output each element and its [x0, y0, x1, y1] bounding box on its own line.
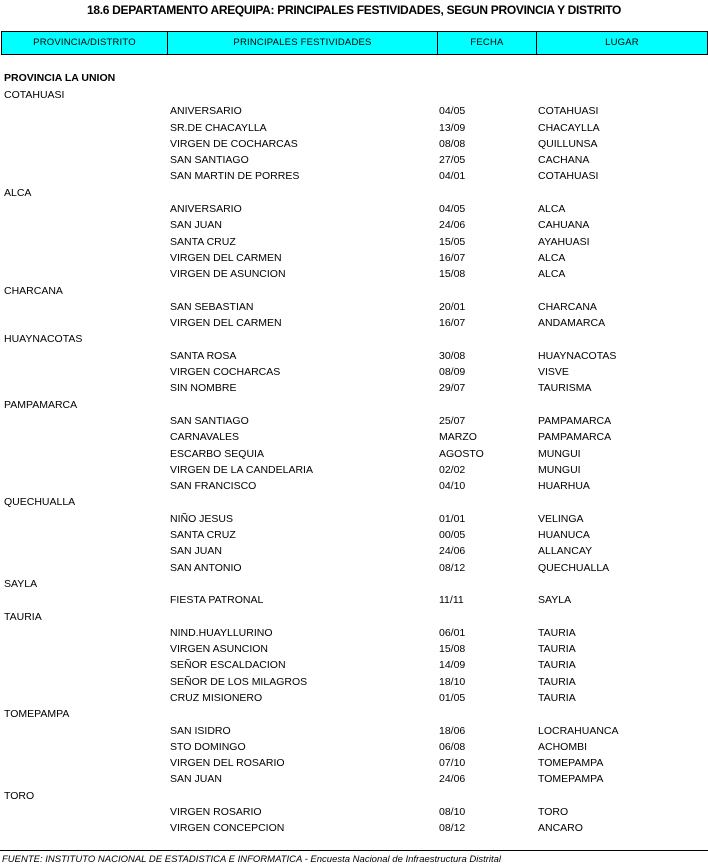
- festivity-row: [0, 380, 708, 396]
- festivity-place: SAYLA: [538, 594, 572, 607]
- festivity-row: [0, 234, 708, 250]
- district-name: TOMEPAMPA: [4, 708, 70, 721]
- festivity-place: HUANUCA: [538, 529, 590, 542]
- festivity-name: VIRGEN DEL CARMEN: [170, 251, 282, 264]
- district-row: [0, 788, 708, 804]
- festivity-name: SAN JUAN: [170, 773, 222, 786]
- festivity-date: 15/05: [439, 235, 466, 248]
- festivity-place: CACHANA: [538, 154, 590, 167]
- festivity-row: [0, 690, 708, 706]
- festivity-place: ANDAMARCA: [538, 317, 606, 330]
- source-footnote: FUENTE: INSTITUTO NACIONAL DE ESTADISTICA E INFORMATICA - Encuesta Nacional de Infraestructura Distrital: [2, 854, 502, 865]
- festivity-name: SAN JUAN: [170, 219, 222, 232]
- festivity-name: SANTA CRUZ: [170, 235, 236, 248]
- festivity-date: 15/08: [439, 643, 466, 656]
- festivity-place: TOMEPAMPA: [538, 757, 604, 770]
- page-title: 18.6 DEPARTAMENTO AREQUIPA: PRINCIPALES FESTIVIDADES, SEGUN PROVINCIA Y DISTRITO: [86, 3, 622, 17]
- table-header: [1, 31, 708, 55]
- festivity-date: 25/07: [439, 414, 466, 427]
- province-row: [0, 70, 708, 87]
- festivity-row: [0, 771, 708, 787]
- festivity-date: 29/07: [439, 382, 466, 395]
- festivity-row: [0, 804, 708, 820]
- festivity-row: [0, 560, 708, 576]
- festivity-place: ALLANCAY: [538, 545, 593, 558]
- festivity-place: CHACAYLLA: [538, 121, 600, 134]
- festivity-place: TAURISMA: [538, 382, 592, 395]
- festivity-place: ALCA: [538, 268, 566, 281]
- festivity-row: [0, 364, 708, 380]
- column-header-festividades: PRINCIPALES FESTIVIDADES: [168, 32, 438, 54]
- festivity-name: SIN NOMBRE: [170, 382, 237, 395]
- festivity-name: SAN MARTIN DE PORRES: [170, 170, 300, 183]
- festivity-date: 18/06: [439, 724, 466, 737]
- festivity-name: ANIVERSARIO: [170, 203, 242, 216]
- festivity-row: [0, 820, 708, 836]
- festivity-date: 01/05: [439, 691, 466, 704]
- festivity-place: CHARCANA: [538, 300, 597, 313]
- festivity-row: [0, 723, 708, 739]
- festivity-place: ALCA: [538, 203, 566, 216]
- festivity-name: STO DOMINGO: [170, 740, 246, 753]
- festivity-date: 08/10: [439, 806, 466, 819]
- district-name: SAYLA: [4, 577, 38, 590]
- festivity-place: MUNGUI: [538, 447, 581, 460]
- district-row: [0, 331, 708, 347]
- festivity-row: [0, 152, 708, 168]
- festivity-place: HUAYNACOTAS: [538, 349, 617, 362]
- festivity-row: [0, 266, 708, 282]
- festivity-date: 24/06: [439, 219, 466, 232]
- festivity-row: [0, 103, 708, 119]
- district-row: [0, 185, 708, 201]
- festivity-place: HUARHUA: [538, 480, 590, 493]
- footer-divider: [0, 850, 708, 851]
- festivity-name: SANTA CRUZ: [170, 529, 236, 542]
- festivity-date: 11/11: [439, 594, 464, 607]
- festivity-name: ESCARBO SEQUIA: [170, 447, 264, 460]
- festivity-date: 04/01: [439, 170, 466, 183]
- festivity-row: [0, 592, 708, 608]
- festivity-name: SAN JUAN: [170, 545, 222, 558]
- festivity-name: SANTA ROSA: [170, 349, 237, 362]
- festivity-place: QUILLUNSA: [538, 137, 598, 150]
- festivity-date: 06/08: [439, 740, 466, 753]
- column-header-provincia-distrito: PROVINCIA/DISTRITO: [2, 32, 168, 54]
- festivity-place: ALCA: [538, 251, 566, 264]
- festivity-row: [0, 462, 708, 478]
- festivity-row: [0, 217, 708, 233]
- festivity-date: 13/09: [439, 121, 466, 134]
- festivity-name: VIRGEN CONCEPCION: [170, 822, 285, 835]
- festivity-name: VIRGEN COCHARCAS: [170, 366, 281, 379]
- festivity-row: [0, 168, 708, 184]
- festivity-row: [0, 429, 708, 445]
- festivity-place: COTAHUASI: [538, 170, 599, 183]
- festivity-name: NIÑO JESUS: [170, 512, 234, 525]
- festivity-name: VIRGEN DE COCHARCAS: [170, 137, 298, 150]
- festivity-date: 01/01: [439, 512, 466, 525]
- festivity-date: 04/05: [439, 105, 466, 118]
- festivity-row: [0, 674, 708, 690]
- festivity-date: 08/08: [439, 137, 466, 150]
- festivity-place: VISVE: [538, 366, 569, 379]
- district-name: CHARCANA: [4, 284, 63, 297]
- festivity-row: [0, 543, 708, 559]
- festivity-place: LOCRAHUANCA: [538, 724, 619, 737]
- province-name: PROVINCIA LA UNION: [4, 72, 116, 84]
- festivity-place: PAMPAMARCA: [538, 431, 612, 444]
- festivity-row: [0, 348, 708, 364]
- festivity-date: 27/05: [439, 154, 466, 167]
- festivity-row: [0, 739, 708, 755]
- festivity-date: 08/12: [439, 561, 466, 574]
- festivity-name: SAN ISIDRO: [170, 724, 231, 737]
- festivity-date: MARZO: [439, 431, 477, 444]
- festivity-name: SAN SEBASTIAN: [170, 300, 254, 313]
- district-name: TAURIA: [4, 610, 42, 623]
- district-row: [0, 283, 708, 299]
- festivity-place: AYAHUASI: [538, 235, 590, 248]
- column-header-lugar: LUGAR: [605, 37, 639, 48]
- festivity-place: TOMEPAMPA: [538, 773, 604, 786]
- festivity-name: FIESTA PATRONAL: [170, 594, 264, 607]
- festivity-place: VELINGA: [538, 512, 584, 525]
- festivity-name: SAN SANTIAGO: [170, 154, 249, 167]
- festivity-date: 06/01: [439, 626, 466, 639]
- festivity-date: 30/08: [439, 349, 466, 362]
- district-row: [0, 494, 708, 510]
- festivity-place: CAHUANA: [538, 219, 590, 232]
- district-name: COTAHUASI: [4, 89, 65, 101]
- festivity-date: 08/09: [439, 366, 466, 379]
- festivity-row: [0, 315, 708, 331]
- festivity-date: 24/06: [439, 545, 466, 558]
- district-row: [0, 397, 708, 413]
- district-name: QUECHUALLA: [4, 496, 76, 509]
- district-row: [0, 609, 708, 625]
- festivity-date: 20/01: [439, 300, 466, 313]
- festivity-row: [0, 641, 708, 657]
- district-name: PAMPAMARCA: [4, 398, 78, 411]
- festivity-date: 07/10: [439, 757, 466, 770]
- festivity-name: VIRGEN DEL CARMEN: [170, 317, 282, 330]
- festivity-row: [0, 250, 708, 266]
- festivity-name: ANIVERSARIO: [170, 105, 242, 118]
- festivity-name: CARNAVALES: [170, 431, 240, 444]
- district-row: [0, 576, 708, 592]
- festivity-name: VIRGEN DE LA CANDELARIA: [170, 463, 313, 476]
- festivity-place: PAMPAMARCA: [538, 414, 612, 427]
- festivity-name: VIRGEN DE ASUNCION: [170, 268, 286, 281]
- festivity-row: [0, 120, 708, 136]
- festivity-name: VIRGEN DEL ROSARIO: [170, 757, 285, 770]
- festivity-place: QUECHUALLA: [538, 561, 610, 574]
- table-body: [0, 70, 708, 837]
- festivity-place: TORO: [538, 806, 569, 819]
- festivity-place: TAURIA: [538, 659, 576, 672]
- festivity-date: 08/12: [439, 822, 466, 835]
- festivity-row: [0, 446, 708, 462]
- festivity-date: 14/09: [439, 659, 466, 672]
- festivity-name: SEÑOR DE LOS MILAGROS: [170, 675, 308, 688]
- festivity-date: 18/10: [439, 675, 466, 688]
- festivity-name: CRUZ MISIONERO: [170, 691, 263, 704]
- festivity-row: [0, 755, 708, 771]
- festivity-row: [0, 625, 708, 641]
- district-row: [0, 87, 708, 103]
- festivity-place: TAURIA: [538, 675, 576, 688]
- festivity-date: 24/06: [439, 773, 466, 786]
- festivity-name: SAN ANTONIO: [170, 561, 242, 574]
- festivity-name: SEÑOR ESCALDACION: [170, 659, 286, 672]
- festivity-place: TAURIA: [538, 691, 576, 704]
- festivity-name: NIND.HUAYLLURINO: [170, 626, 273, 639]
- column-header-fecha: FECHA: [438, 32, 537, 54]
- festivity-name: SAN SANTIAGO: [170, 414, 249, 427]
- festivity-place: TAURIA: [538, 626, 576, 639]
- district-name: ALCA: [4, 186, 32, 199]
- festivity-name: SAN FRANCISCO: [170, 480, 257, 493]
- festivity-date: 15/08: [439, 268, 466, 281]
- festivity-row: [0, 299, 708, 315]
- festivity-date: 16/07: [439, 251, 466, 264]
- festivity-place: ACHOMBI: [538, 740, 588, 753]
- festivity-place: ANCARO: [538, 822, 583, 835]
- festivity-date: AGOSTO: [439, 447, 484, 460]
- festivity-date: 16/07: [439, 317, 466, 330]
- festivity-row: [0, 478, 708, 494]
- festivity-row: [0, 657, 708, 673]
- festivity-date: 00/05: [439, 529, 466, 542]
- festivity-place: MUNGUI: [538, 463, 581, 476]
- festivity-row: [0, 511, 708, 527]
- festivity-place: TAURIA: [538, 643, 576, 656]
- festivity-date: 04/10: [439, 480, 466, 493]
- festivity-date: 04/05: [439, 203, 466, 216]
- festivity-row: [0, 136, 708, 152]
- district-row: [0, 706, 708, 722]
- district-name: TORO: [4, 789, 35, 802]
- district-name: HUAYNACOTAS: [4, 333, 83, 346]
- festivity-date: 02/02: [439, 463, 466, 476]
- festivity-row: [0, 413, 708, 429]
- festivity-name: VIRGEN ROSARIO: [170, 806, 262, 819]
- festivity-name: SR.DE CHACAYLLA: [170, 121, 267, 134]
- festivity-place: COTAHUASI: [538, 105, 599, 118]
- festivity-row: [0, 527, 708, 543]
- festivity-name: VIRGEN ASUNCION: [170, 643, 269, 656]
- festivity-row: [0, 201, 708, 217]
